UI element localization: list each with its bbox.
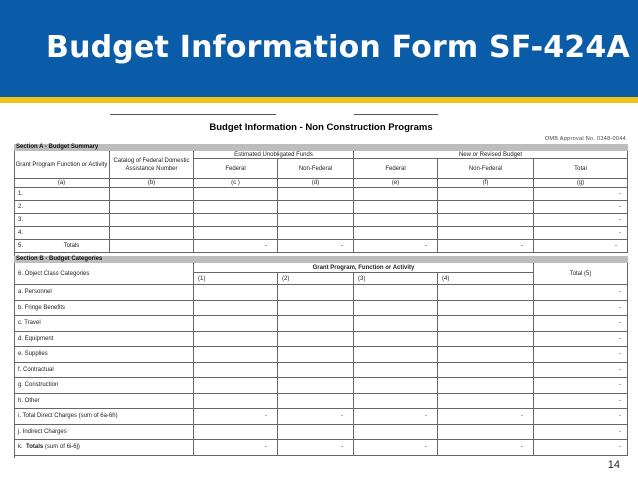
- section-a-bar: Section A - Budget Summary: [14, 144, 628, 151]
- category-label: a. Personnel: [14, 285, 194, 301]
- totals-value: -: [278, 240, 354, 253]
- category-value: -: [534, 378, 628, 394]
- col-subheader: Federal: [354, 159, 438, 179]
- accent-stripe: [0, 97, 638, 103]
- category-suffix: (sum of 6i-6j): [43, 444, 80, 451]
- category-label: d. Equipment: [14, 332, 194, 348]
- program-col-header: (2): [278, 273, 354, 285]
- table-cell: [194, 227, 278, 240]
- table-cell: -: [534, 201, 628, 214]
- col-letter: (d): [278, 179, 354, 188]
- category-value: [438, 378, 534, 394]
- category-label: i. Total Direct Charges (sum of 6a-6h): [14, 409, 194, 425]
- category-value: [278, 332, 354, 348]
- category-label: c. Travel: [14, 316, 194, 332]
- col-letter: (g): [534, 179, 628, 188]
- col-categories-header: 6. Object Class Categories: [14, 263, 194, 285]
- table-cell: [194, 201, 278, 214]
- category-value: [438, 301, 534, 317]
- category-value: -: [534, 332, 628, 348]
- category-label: h. Other: [14, 394, 194, 410]
- category-value: [194, 316, 278, 332]
- category-value: -: [534, 394, 628, 410]
- table-cell: [438, 227, 534, 240]
- category-value: [438, 394, 534, 410]
- col-letter: (f): [438, 179, 534, 188]
- category-value: [194, 332, 278, 348]
- row-number: 5.: [14, 240, 34, 253]
- row-number: 2.: [14, 201, 110, 214]
- table-cell: [194, 188, 278, 201]
- category-value: [438, 363, 534, 379]
- program-col-header: (4): [438, 273, 534, 285]
- category-value: -: [194, 409, 278, 425]
- category-label: e. Supplies: [14, 347, 194, 363]
- category-value: [438, 316, 534, 332]
- category-value: [354, 394, 438, 410]
- signature-line-1: [110, 114, 276, 115]
- table-cell: [354, 188, 438, 201]
- col-subheader: Non-Federal: [278, 159, 354, 179]
- table-cell: [110, 227, 194, 240]
- totals-value: -: [438, 240, 534, 253]
- table-cell: [278, 201, 354, 214]
- totals-value: -: [534, 240, 628, 253]
- category-value: [194, 301, 278, 317]
- program-col-header: (3): [354, 273, 438, 285]
- category-value: -: [534, 316, 628, 332]
- slide-title: Budget Information Form SF-424A: [46, 30, 630, 65]
- category-value: -: [534, 425, 628, 441]
- totals-label: Totals: [34, 240, 110, 253]
- category-value: [194, 363, 278, 379]
- budget-form: [14, 110, 628, 458]
- category-label: g. Construction: [14, 378, 194, 394]
- category-value: [278, 316, 354, 332]
- row-number: 1.: [14, 188, 110, 201]
- table-cell: -: [534, 214, 628, 227]
- category-value: [194, 378, 278, 394]
- col-letter: (e): [354, 179, 438, 188]
- table-cell: [110, 201, 194, 214]
- category-value: [194, 394, 278, 410]
- category-value: [194, 347, 278, 363]
- table-cell: [194, 214, 278, 227]
- totals-value: -: [194, 240, 278, 253]
- table-cell: [438, 214, 534, 227]
- category-value: [438, 285, 534, 301]
- row-number: 3.: [14, 214, 110, 227]
- category-value: -: [438, 409, 534, 425]
- category-prefix: k.: [18, 444, 27, 451]
- col-letter: (a): [14, 179, 110, 188]
- category-value: [354, 347, 438, 363]
- group-unobligated-header: Estimated Unobligated Funds: [194, 151, 354, 159]
- category-value: -: [278, 409, 354, 425]
- form-title: Budget Information - Non Construction Programs: [209, 122, 433, 133]
- category-value: [354, 332, 438, 348]
- category-value: -: [534, 301, 628, 317]
- category-value: [278, 301, 354, 317]
- category-value: [194, 285, 278, 301]
- group-program-header: Grant Program, Function or Activity: [194, 263, 534, 273]
- table-cell: -: [534, 188, 628, 201]
- category-value: [278, 425, 354, 441]
- category-value: -: [534, 347, 628, 363]
- signature-line-2: [354, 114, 438, 115]
- table-cell: [110, 240, 194, 253]
- col-subheader: Federal: [194, 159, 278, 179]
- category-value: [278, 394, 354, 410]
- category-value: [354, 425, 438, 441]
- group-new-header: New or Revised Budget: [354, 151, 628, 159]
- category-value: -: [438, 440, 534, 456]
- category-label: b. Fringe Benefits: [14, 301, 194, 317]
- category-bold-label: Totals: [26, 444, 44, 451]
- col-letter: (c ): [194, 179, 278, 188]
- row-number: 4.: [14, 227, 110, 240]
- category-value: [354, 363, 438, 379]
- category-value: -: [534, 363, 628, 379]
- category-value: [354, 378, 438, 394]
- section-b-bar: Section B - Budget Categories: [14, 256, 628, 263]
- category-value: [354, 316, 438, 332]
- category-value: -: [194, 440, 278, 456]
- page-number: 14: [607, 459, 620, 471]
- slide-header: [0, 0, 638, 97]
- category-value: -: [534, 285, 628, 301]
- category-value: -: [354, 440, 438, 456]
- category-value: [278, 363, 354, 379]
- table-cell: [278, 227, 354, 240]
- col-subheader: Total: [534, 159, 628, 179]
- program-col-header: (1): [194, 273, 278, 285]
- category-label: f. Contractual: [14, 363, 194, 379]
- category-value: [438, 347, 534, 363]
- table-cell: [438, 188, 534, 201]
- col-catalog-header: Catalog of Federal Domestic Assistance Number: [110, 151, 194, 179]
- category-value: [354, 301, 438, 317]
- category-value: [194, 425, 278, 441]
- table-cell: [354, 201, 438, 214]
- category-label: [14, 440, 194, 456]
- table-cell: [278, 188, 354, 201]
- col-total-header: Total (5): [534, 263, 628, 285]
- category-value: [438, 332, 534, 348]
- totals-value: -: [354, 240, 438, 253]
- category-label: j. Indirect Charges: [14, 425, 194, 441]
- omb-number: OMB Approval No. 0348-0044: [544, 136, 626, 142]
- category-value: [278, 285, 354, 301]
- col-letter: (b): [110, 179, 194, 188]
- col-program-header: Grant Program Function or Activity: [14, 151, 110, 179]
- table-cell: [438, 201, 534, 214]
- table-cell: [110, 214, 194, 227]
- category-value: [278, 378, 354, 394]
- category-value: -: [534, 409, 628, 425]
- category-value: [278, 347, 354, 363]
- category-value: [438, 425, 534, 441]
- category-value: [354, 285, 438, 301]
- table-cell: [278, 214, 354, 227]
- category-value: -: [354, 409, 438, 425]
- category-value: -: [534, 440, 628, 456]
- table-cell: [110, 188, 194, 201]
- category-value: -: [278, 440, 354, 456]
- table-cell: -: [534, 227, 628, 240]
- table-cell: [354, 227, 438, 240]
- col-subheader: Non-Federal: [438, 159, 534, 179]
- table-cell: [354, 214, 438, 227]
